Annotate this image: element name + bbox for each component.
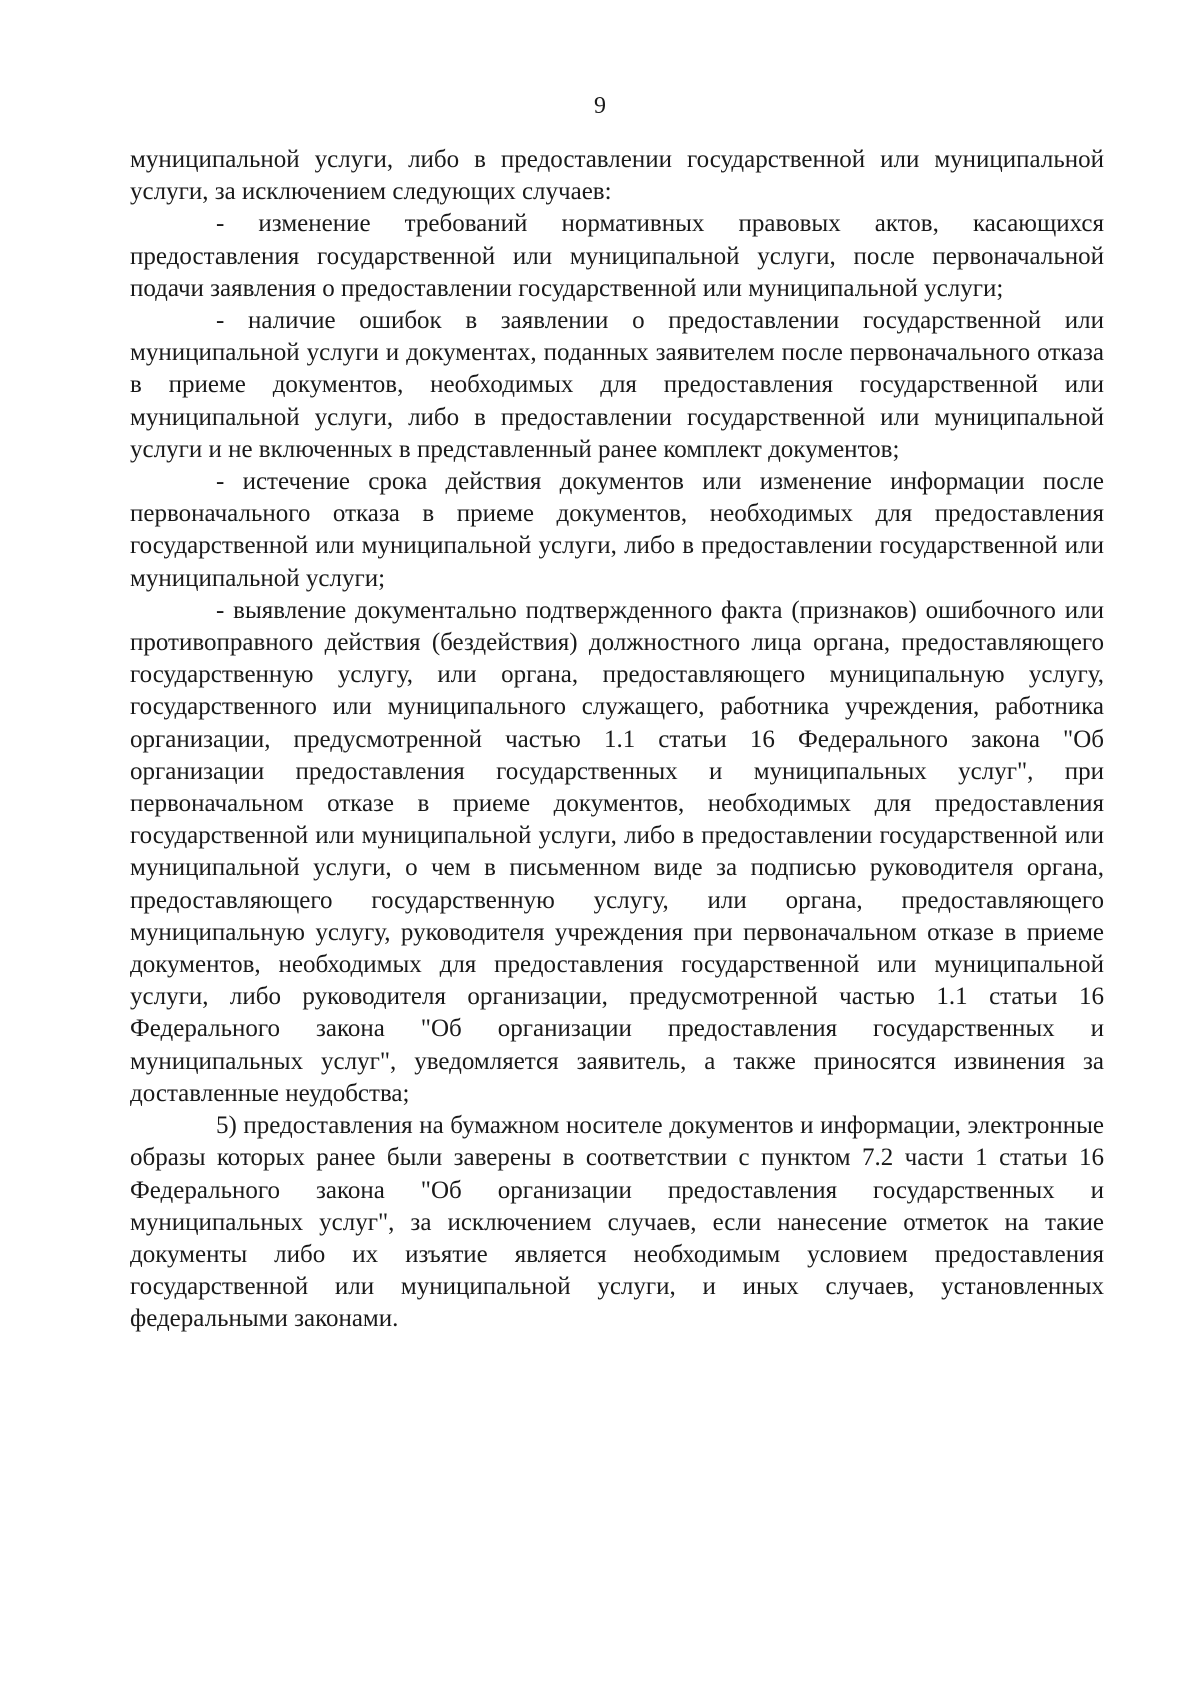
list-item-official-misconduct: - выявление документально подтвержденного факта (признаков) ошибочного или противоправного действия (бездействия) должностного лица органа, предоставляющего государственную услугу, или органа, предоставляющего муниципальную услугу, государственного или муниципального служащего, работника учреждения, работника организации, предусмотренной частью 1.1 статьи 16 Федерального закона "Об организации предоставления государственных и муниципальных услуг", при первоначальном отказе в приеме документов, необходимых для предоставления государственной или муниципальной услуги, либо в предоставлении государственной или муниципальной услуги, о чем в письменном виде за подписью руководителя органа, предоставляющего государственную услугу, или органа, предоставляющего муниципальную услугу, руководителя учреждения при первоначальном отказе в приеме документов, необходимых для предоставления государственной или муниципальной услуги, либо руководителя организации, предусмотренной частью 1.1 статьи 16 Федерального закона "Об организации предоставления государственных и муниципальных услуг", уведомляется заявитель, а также приносятся извинения за доставленные неудобства; xyxy=(130,596,1104,1107)
list-item-application-errors: - наличие ошибок в заявлении о предоставлении государственной или муниципальной услуги и документах, поданных заявителем после первоначального отказа в приеме документов, необходимых для предоставления государственной или муниципальной услуги, либо в предоставлении государственной или муниципальной услуги и не включенных в представленный ранее комплект документов; xyxy=(130,307,1104,463)
list-item-requirements-change: - изменение требований нормативных правовых актов, касающихся предоставления государственной или муниципальной услуги, после первоначальной подачи заявления о предоставлении государственной или муниципальной услуги; xyxy=(130,210,1104,302)
numbered-item-5: 5) предоставления на бумажном носителе документов и информации, электронные образы которых ранее были заверены в соответствии с пунктом 7.2 части 1 статьи 16 Федерального закона "Об организации предоставления государственных и муниципальных услуг", за исключением случаев, если нанесение отметок на такие документы либо их изъятие является необходимым условием предоставления государственной или муниципальной услуги, и иных случаев, установленных федеральными законами. xyxy=(130,1112,1104,1333)
paragraph-continuation: муниципальной услуги, либо в предоставлении государственной или муниципальной услуги, за исключением следующих случаев: xyxy=(130,146,1104,206)
document-body xyxy=(130,144,1104,1336)
page-number: 9 xyxy=(594,93,606,119)
list-item-documents-expiry: - истечение срока действия документов или изменение информации после первоначального отказа в приеме документов, необходимых для предоставления государственной или муниципальной услуги, либо в предоставлении государственной или муниципальной услуги; xyxy=(130,468,1104,592)
